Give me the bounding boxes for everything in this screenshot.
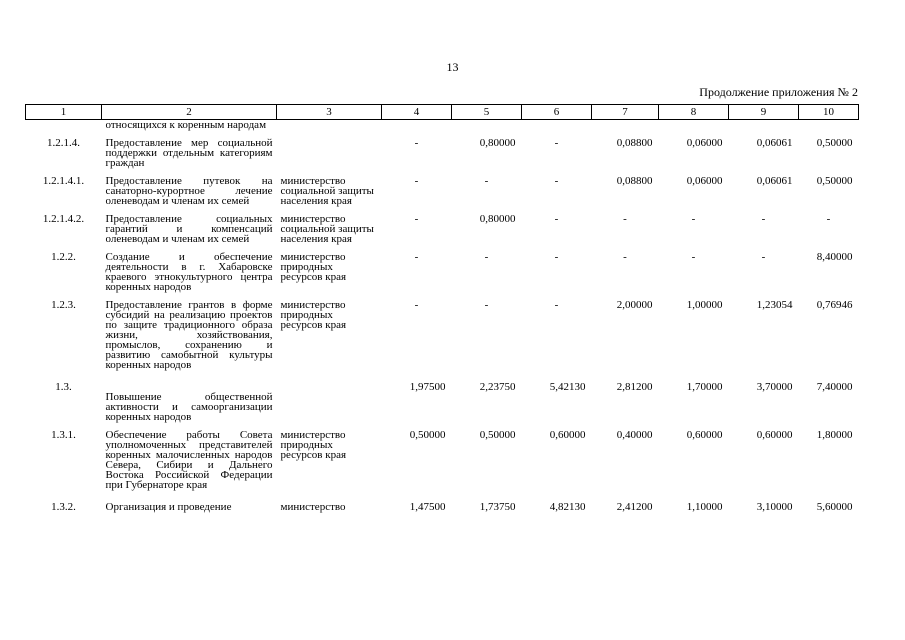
row-value: 0,40000	[616, 429, 653, 441]
table-row	[26, 130, 859, 168]
row-value: 0,08800	[616, 137, 653, 149]
row-value: 0,50000	[816, 137, 853, 149]
row-description: Предоставление грантов в форме субсидий на реализацию проектов по защите традиционного образа жизни, хозяйствования, промыслов, сохранению и развитию самобытной культуры коренных народов	[105, 299, 273, 371]
row-value: -	[761, 251, 766, 263]
row-value	[452, 120, 522, 131]
row-value: 3,10000	[756, 501, 793, 513]
row-value: -	[554, 251, 559, 263]
row-code: 1.3.	[55, 381, 72, 393]
row-value: 0,08800	[616, 175, 653, 187]
column-header: 8	[659, 105, 729, 120]
row-value	[729, 120, 799, 131]
table-row	[26, 120, 859, 131]
row-code: 1.3.1.	[51, 429, 76, 441]
row-organization: министерство социальной защиты населения края	[280, 213, 374, 245]
row-code: 1.2.2.	[51, 251, 76, 263]
row-value	[382, 120, 452, 131]
row-value: -	[414, 251, 419, 263]
row-value: 0,50000	[409, 429, 446, 441]
row-value: -	[826, 213, 831, 225]
row-value: 0,60000	[549, 429, 586, 441]
row-value: -	[691, 213, 696, 225]
row-value: 2,41200	[616, 501, 653, 513]
row-value: -	[414, 137, 419, 149]
column-header: 6	[522, 105, 592, 120]
row-value: 0,50000	[479, 429, 516, 441]
row-code	[26, 120, 102, 131]
row-description: Обеспечение работы Совета уполномоченных представителей коренных малочисленных народов Севера, Сибири и Дальнего Востока Российской Федерации при Губернаторе края	[105, 429, 273, 491]
row-value: 0,06061	[756, 175, 793, 187]
row-value: 1,70000	[686, 381, 723, 393]
row-value: 5,60000	[816, 501, 853, 513]
row-value: 2,23750	[479, 381, 516, 393]
row-value: 7,40000	[816, 381, 853, 393]
column-header: 9	[729, 105, 799, 120]
table-row	[26, 244, 859, 292]
row-value: 0,60000	[686, 429, 723, 441]
row-value	[522, 120, 592, 131]
row-value	[799, 120, 859, 131]
row-value: 1,00000	[686, 299, 723, 311]
row-value: 0,06061	[756, 137, 793, 149]
row-organization: министерство	[280, 501, 346, 513]
row-value: -	[554, 299, 559, 311]
page-number: 13	[446, 60, 459, 74]
row-value: -	[484, 251, 489, 263]
row-value: -	[554, 213, 559, 225]
row-description: Предоставление социальных гарантий и компенсаций оленеводам и членам их семей	[105, 213, 273, 245]
row-code: 1.2.3.	[51, 299, 76, 311]
row-value: 0,76946	[816, 299, 853, 311]
row-description: Предоставление мер социальной поддержки отдельным категориям граждан	[105, 137, 273, 169]
row-value: 1,10000	[686, 501, 723, 513]
row-value: 1,73750	[479, 501, 516, 513]
row-value: -	[414, 299, 419, 311]
row-value: -	[484, 175, 489, 187]
column-header: 4	[382, 105, 452, 120]
row-value: 5,42130	[549, 381, 586, 393]
table-row	[26, 490, 859, 512]
row-value: 1,80000	[816, 429, 853, 441]
table-row	[26, 206, 859, 244]
row-value: 1,23054	[756, 299, 793, 311]
row-value: 4,82130	[549, 501, 586, 513]
row-code: 1.3.2.	[51, 501, 76, 513]
table-row	[26, 292, 859, 370]
row-value: 2,00000	[616, 299, 653, 311]
column-header: 5	[452, 105, 522, 120]
row-organization	[277, 120, 382, 131]
row-value: -	[414, 213, 419, 225]
program-table	[25, 104, 859, 512]
appendix-note: Продолжение приложения № 2	[699, 85, 858, 99]
row-value: 2,81200	[616, 381, 653, 393]
row-organization: министерство природных ресурсов края	[280, 251, 347, 283]
row-code: 1.2.1.4.1.	[42, 175, 85, 187]
row-value	[592, 120, 659, 131]
row-description: относящихся к коренным народам	[105, 119, 267, 131]
column-header: 7	[592, 105, 659, 120]
row-value: -	[484, 299, 489, 311]
row-description: Создание и обеспечение деятельности в г. Хабаровске краевого этнокультурного центра коренных народов	[105, 251, 273, 293]
row-organization	[277, 130, 382, 168]
row-code: 1.2.1.4.	[47, 137, 80, 149]
row-value: 0,60000	[756, 429, 793, 441]
row-organization: министерство социальной защиты населения края	[280, 175, 374, 207]
table-row	[26, 422, 859, 490]
table-row	[26, 370, 859, 422]
row-organization: министерство природных ресурсов края	[280, 429, 347, 461]
row-value: -	[761, 213, 766, 225]
row-value: 1,97500	[409, 381, 446, 393]
row-value: -	[554, 175, 559, 187]
column-header: 2	[102, 105, 277, 120]
row-value: -	[623, 251, 627, 263]
row-value: 0,80000	[479, 137, 516, 149]
column-header: 10	[799, 105, 859, 120]
row-organization: министерство природных ресурсов края	[280, 299, 347, 331]
row-code: 1.2.1.4.2.	[42, 213, 85, 225]
row-value	[659, 120, 729, 131]
row-description: Организация и проведение	[105, 501, 232, 513]
row-value: 3,70000	[756, 381, 793, 393]
column-header-row	[26, 105, 859, 120]
row-value: -	[691, 251, 696, 263]
row-value: -	[623, 213, 627, 225]
row-organization	[277, 370, 382, 422]
row-description: Повышение общественной активности и самоорганизации коренных народов	[105, 391, 273, 423]
row-description: Предоставление путевок на санаторно-курортное лечение оленеводам и членам их семей	[105, 175, 273, 207]
row-value: 0,80000	[479, 213, 516, 225]
row-value: -	[554, 137, 559, 149]
row-value: 8,40000	[816, 251, 853, 263]
row-value: -	[414, 175, 419, 187]
column-header: 1	[26, 105, 102, 120]
row-value: 0,06000	[686, 175, 723, 187]
row-value: 0,06000	[686, 137, 723, 149]
row-value: 0,50000	[816, 175, 853, 187]
table-row	[26, 168, 859, 206]
column-header: 3	[277, 105, 382, 120]
row-value: 1,47500	[409, 501, 446, 513]
